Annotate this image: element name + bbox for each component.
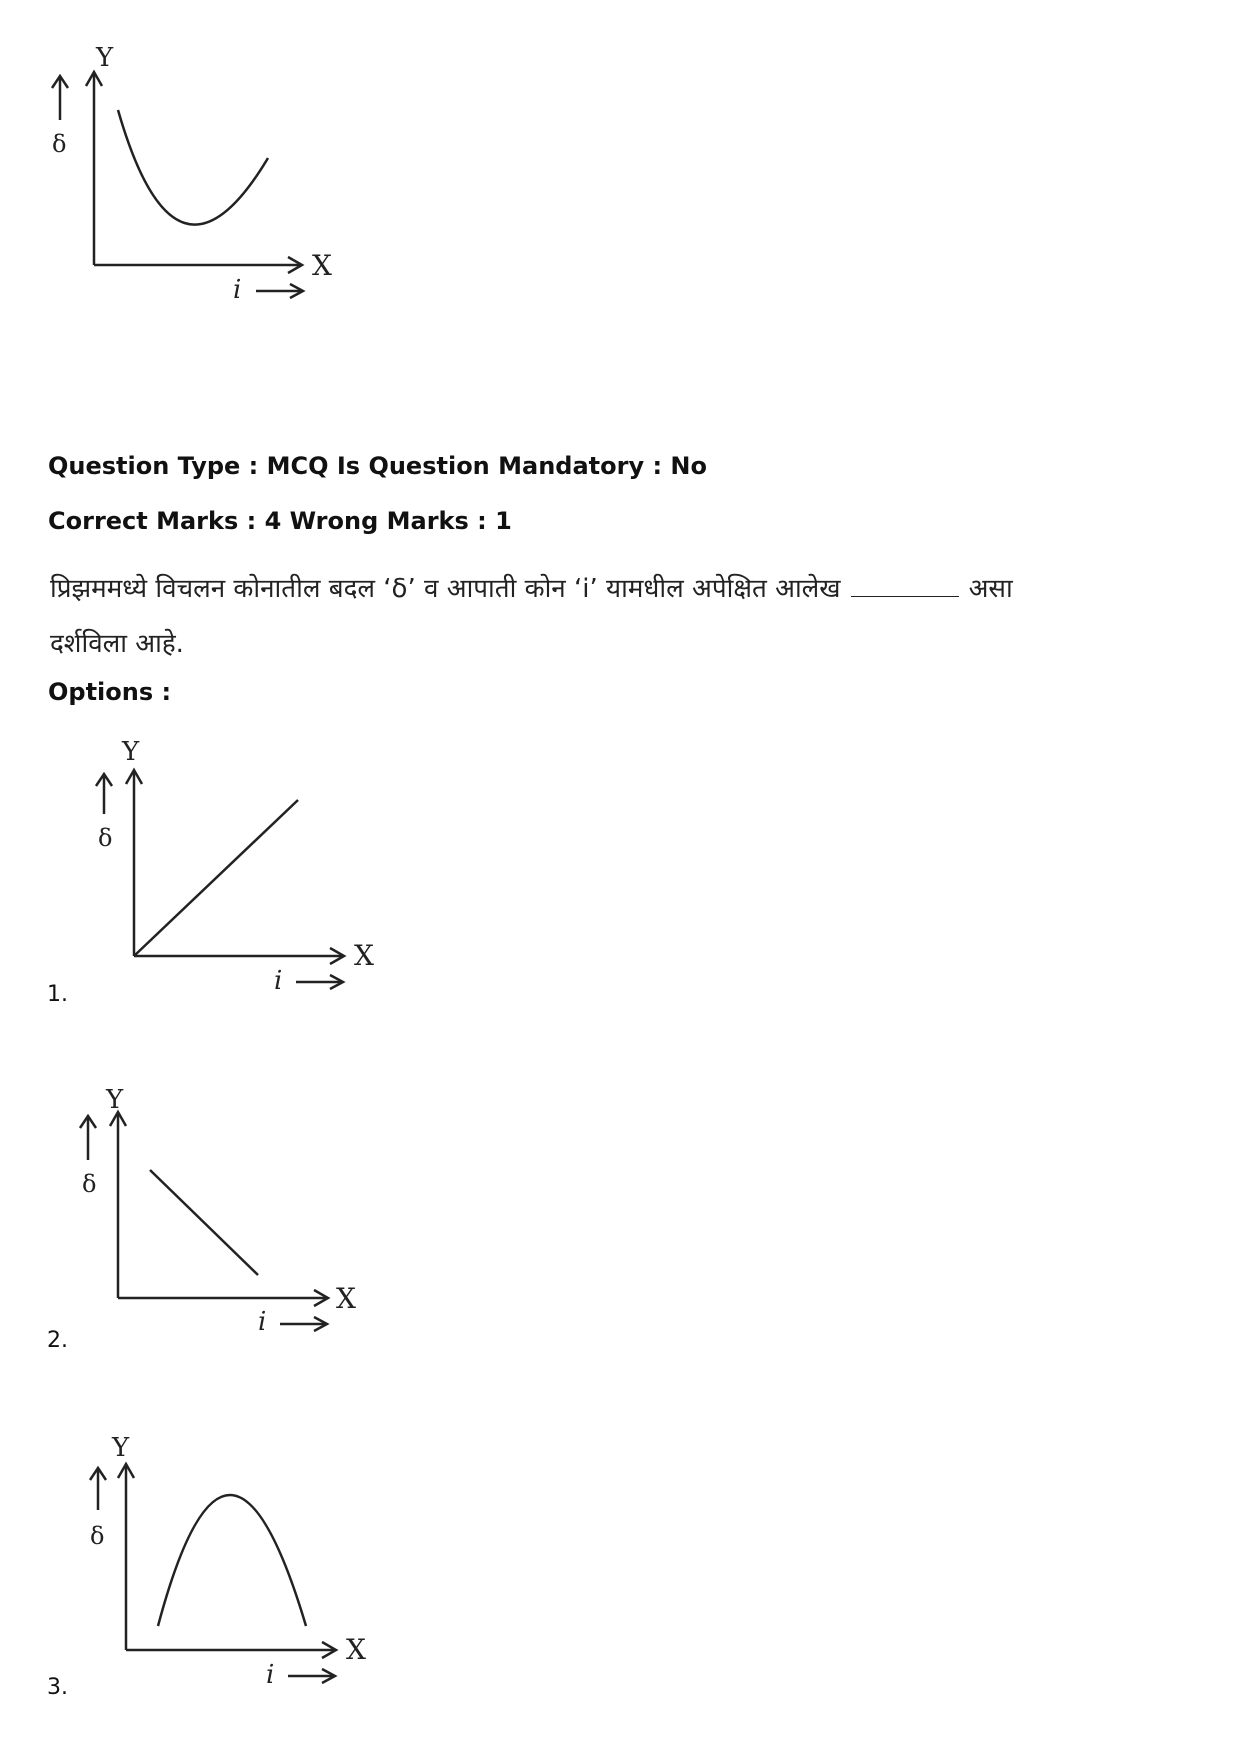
question-graph bbox=[50, 40, 350, 310]
question-text-after-blank: असा दर्शविला आहे. bbox=[50, 574, 1013, 659]
y-axis-label: Y bbox=[96, 43, 114, 73]
question-type-line: Question Type : MCQ Is Question Mandatory : No bbox=[48, 452, 707, 480]
question-text bbox=[50, 562, 1050, 672]
y-axis-label: Y bbox=[112, 1433, 130, 1463]
x-axis-label: X bbox=[312, 249, 332, 282]
option-1-graph bbox=[86, 732, 386, 1002]
i-label: i bbox=[258, 1307, 267, 1337]
i-label: i bbox=[233, 275, 242, 305]
option-3-number[interactable]: 3. bbox=[47, 1675, 68, 1700]
delta-label: δ bbox=[82, 1170, 97, 1198]
options-heading: Options : bbox=[48, 678, 172, 706]
delta-label: δ bbox=[90, 1522, 105, 1550]
marks-line: Correct Marks : 4 Wrong Marks : 1 bbox=[48, 507, 512, 535]
i-label: i bbox=[274, 966, 283, 996]
answer-blank bbox=[851, 574, 959, 597]
question-text-before-blank: प्रिझममध्ये विचलन कोनातील बदल ‘δ’ व आपाती कोन ‘i’ यामधील अपेक्षित आलेख bbox=[50, 574, 841, 604]
x-axis-label: X bbox=[346, 1633, 366, 1666]
i-label: i bbox=[266, 1660, 275, 1690]
increasing-line bbox=[134, 800, 298, 956]
delta-label: δ bbox=[98, 824, 113, 852]
option-3-graph bbox=[76, 1428, 376, 1688]
decreasing-line bbox=[150, 1170, 258, 1275]
downward-parabola bbox=[158, 1495, 306, 1626]
option-1-number[interactable]: 1. bbox=[47, 982, 68, 1007]
x-axis-label: X bbox=[354, 939, 374, 972]
y-axis-label: Y bbox=[106, 1085, 124, 1115]
option-2-graph bbox=[70, 1080, 370, 1340]
x-axis-label: X bbox=[336, 1282, 356, 1315]
delta-label: δ bbox=[52, 130, 67, 158]
y-axis-label: Y bbox=[122, 737, 140, 767]
option-2-number[interactable]: 2. bbox=[47, 1328, 68, 1353]
u-shaped-curve bbox=[118, 110, 268, 225]
